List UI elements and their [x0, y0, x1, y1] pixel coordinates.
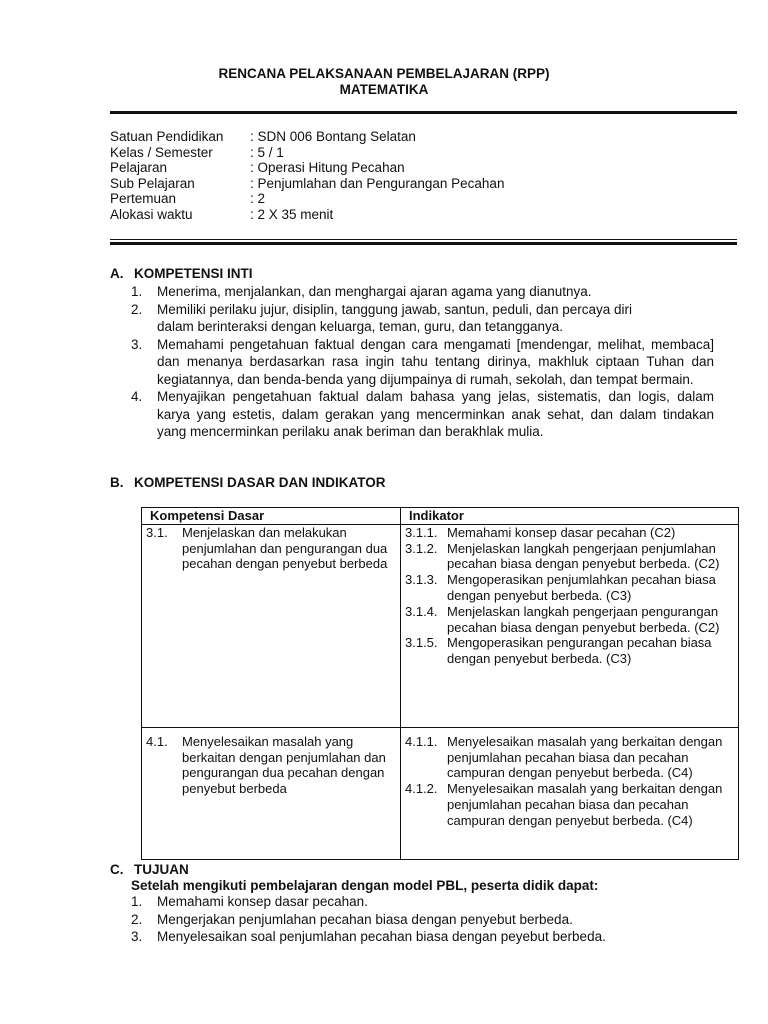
identity-info-block [110, 129, 504, 223]
info-label: Pelajaran [110, 160, 168, 176]
indicator-text: Mengoperasikan pengurangan pecahan biasa dengan penyebut berbeda. (C3) [447, 635, 712, 667]
kd-text: Menyelesaikan masalah yang berkaitan dengan penjumlahan dan pengurangan dua pecahan dengan penyebut berbeda [182, 733, 386, 797]
column-header-indikator: Indikator [401, 508, 739, 525]
list-item-text: Menerima, menjalankan, dan menghargai ajaran agama yang dianutnya. [157, 284, 592, 299]
indicator-text: Menjelaskan langkah pengerjaan penjumlahan pecahan biasa dengan penyebut berbeda. (C2) [447, 540, 720, 572]
section-a-heading [110, 266, 253, 282]
list-item [131, 301, 714, 336]
section-letter: C. [110, 862, 124, 877]
list-item [131, 911, 714, 929]
table-row [142, 524, 739, 727]
info-value: : 5 / 1 [250, 144, 284, 160]
info-row [110, 207, 504, 223]
info-label: Kelas / Semester [110, 144, 213, 160]
list-item-text: Menyelesaikan soal penjumlahan pecahan biasa dengan peyebut berbeda. [157, 929, 606, 944]
indicator-cell [401, 727, 739, 859]
indicator-number: 4.1.1. [405, 733, 438, 749]
info-value: : Penjumlahan dan Pengurangan Pecahan [250, 175, 505, 191]
kd-cell [142, 727, 401, 859]
info-value: : 2 X 35 menit [250, 206, 334, 222]
header-divider [110, 111, 737, 114]
info-divider-bottom [110, 242, 737, 245]
section-letter: B. [110, 475, 124, 490]
list-item-text: Mengerjakan penjumlahan pecahan biasa dengan penyebut berbeda. [157, 911, 573, 927]
table-header-row [142, 508, 739, 525]
kompetensi-dasar-table [141, 507, 739, 860]
info-value: : 2 [250, 191, 266, 207]
document-subject: MATEMATIKA [339, 82, 429, 97]
list-item-number: 1. [131, 284, 143, 299]
section-title: KOMPETENSI DASAR DAN INDIKATOR [134, 475, 386, 490]
kompetensi-inti-list [131, 283, 714, 441]
indicator-entry [405, 525, 734, 541]
list-item-number: 1. [131, 894, 143, 909]
info-label: Sub Pelajaran [110, 175, 195, 191]
indicator-number: 3.1.4. [405, 603, 438, 619]
list-item-number: 2. [131, 301, 143, 317]
list-item-number: 2. [131, 911, 143, 927]
info-row [110, 160, 504, 176]
info-row [110, 129, 504, 145]
indicator-entry [405, 635, 734, 667]
kd-number: 4.1. [146, 733, 168, 749]
indicator-text: Mengoperasikan penjumlahkan pecahan biasa dengan penyebut berbeda. (C3) [447, 572, 716, 603]
kd-number: 3.1. [146, 524, 168, 540]
section-title: KOMPETENSI INTI [134, 266, 253, 281]
indicator-number: 4.1.2. [405, 781, 438, 797]
section-b-heading [110, 475, 386, 491]
list-item-text: Menyajikan pengetahuan faktual dalam bahasa yang jelas, sistematis, dan logis, dalam karya yang estetis, dalam gerakan yang mencerminkan anak sehat, dan dalam tindakan yang mencerminkan perilaku anak beriman dan berakhlak mulia. [157, 389, 714, 439]
document-header [0, 66, 768, 98]
document-title: RENCANA PELAKSANAAN PEMBELAJARAN (RPP) [218, 66, 550, 81]
section-c-heading [110, 862, 189, 878]
indicator-entry [405, 604, 734, 636]
list-item [131, 893, 714, 911]
info-value: : Operasi Hitung Pecahan [250, 160, 405, 176]
indicator-text: Menjelaskan langkah pengerjaan pengurangan pecahan biasa dengan penyebut berbeda. (C2) [447, 603, 720, 635]
info-row [110, 145, 504, 161]
indicator-entry [405, 572, 734, 604]
list-item [131, 388, 714, 441]
info-label: Pertemuan [110, 191, 177, 207]
kd-text: Menjelaskan dan melakukan penjumlahan dan pengurangan dua pecahan dengan penyebut berbeda [182, 524, 388, 572]
section-letter: A. [110, 266, 124, 281]
indicator-number: 3.1.2. [405, 540, 438, 556]
info-row [110, 191, 504, 207]
list-item [131, 336, 714, 389]
indicator-entry [405, 728, 734, 781]
section-title: TUJUAN [134, 862, 189, 877]
indicator-number: 3.1.1. [405, 524, 438, 540]
info-divider-top [110, 239, 737, 240]
list-item-number: 4. [131, 389, 143, 404]
indicator-text: Menyelesaikan masalah yang berkaitan dengan penjumlahan pecahan biasa dan pecahan campuran dengan penyebut berbeda. (C4) [447, 781, 723, 828]
info-row [110, 176, 504, 192]
list-item-text: Memahami konsep dasar pecahan. [157, 894, 368, 909]
indicator-number: 3.1.3. [405, 572, 438, 588]
list-item-text: Memiliki perilaku jujur, disiplin, tanggung jawab, santun, peduli, dan percaya diri dalam berinteraksi dengan keluarga, teman, guru, dan tetangganya. [157, 301, 633, 334]
list-item-text: Memahami pengetahuan faktual dengan cara mengamati [mendengar, melihat, membaca] dan menanya berdasarkan rasa ingin tahu tentang dirinya, makhluk ciptaan Tuhan dan kegiatannya, dan benda-benda yang dijumpainya di rumah, sekolah, dan tempat bermain. [157, 336, 714, 387]
kd-entry [146, 728, 396, 797]
tujuan-list [131, 893, 714, 946]
tujuan-intro: Setelah mengikuti pembelajaran dengan model PBL, peserta didik dapat: [131, 878, 599, 893]
list-item [131, 928, 714, 946]
indicator-number: 3.1.5. [405, 635, 438, 651]
indicator-text: Memahami konsep dasar pecahan (C2) [447, 524, 676, 540]
indicator-text: Menyelesaikan masalah yang berkaitan dengan penjumlahan pecahan biasa dan pecahan campuran dengan penyebut berbeda. (C4) [447, 733, 723, 781]
table-row [142, 727, 739, 859]
indicator-cell [401, 524, 739, 727]
column-header-kompetensi-dasar: Kompetensi Dasar [142, 508, 401, 525]
info-label: Alokasi waktu [110, 206, 193, 222]
list-item [131, 283, 714, 301]
info-label: Satuan Pendidikan [110, 129, 224, 144]
kd-cell [142, 524, 401, 727]
kd-entry [146, 525, 396, 572]
list-item-number: 3. [131, 336, 143, 352]
list-item-number: 3. [131, 929, 143, 944]
indicator-entry [405, 541, 734, 573]
info-value: : SDN 006 Bontang Selatan [250, 129, 416, 144]
indicator-entry [405, 781, 734, 828]
